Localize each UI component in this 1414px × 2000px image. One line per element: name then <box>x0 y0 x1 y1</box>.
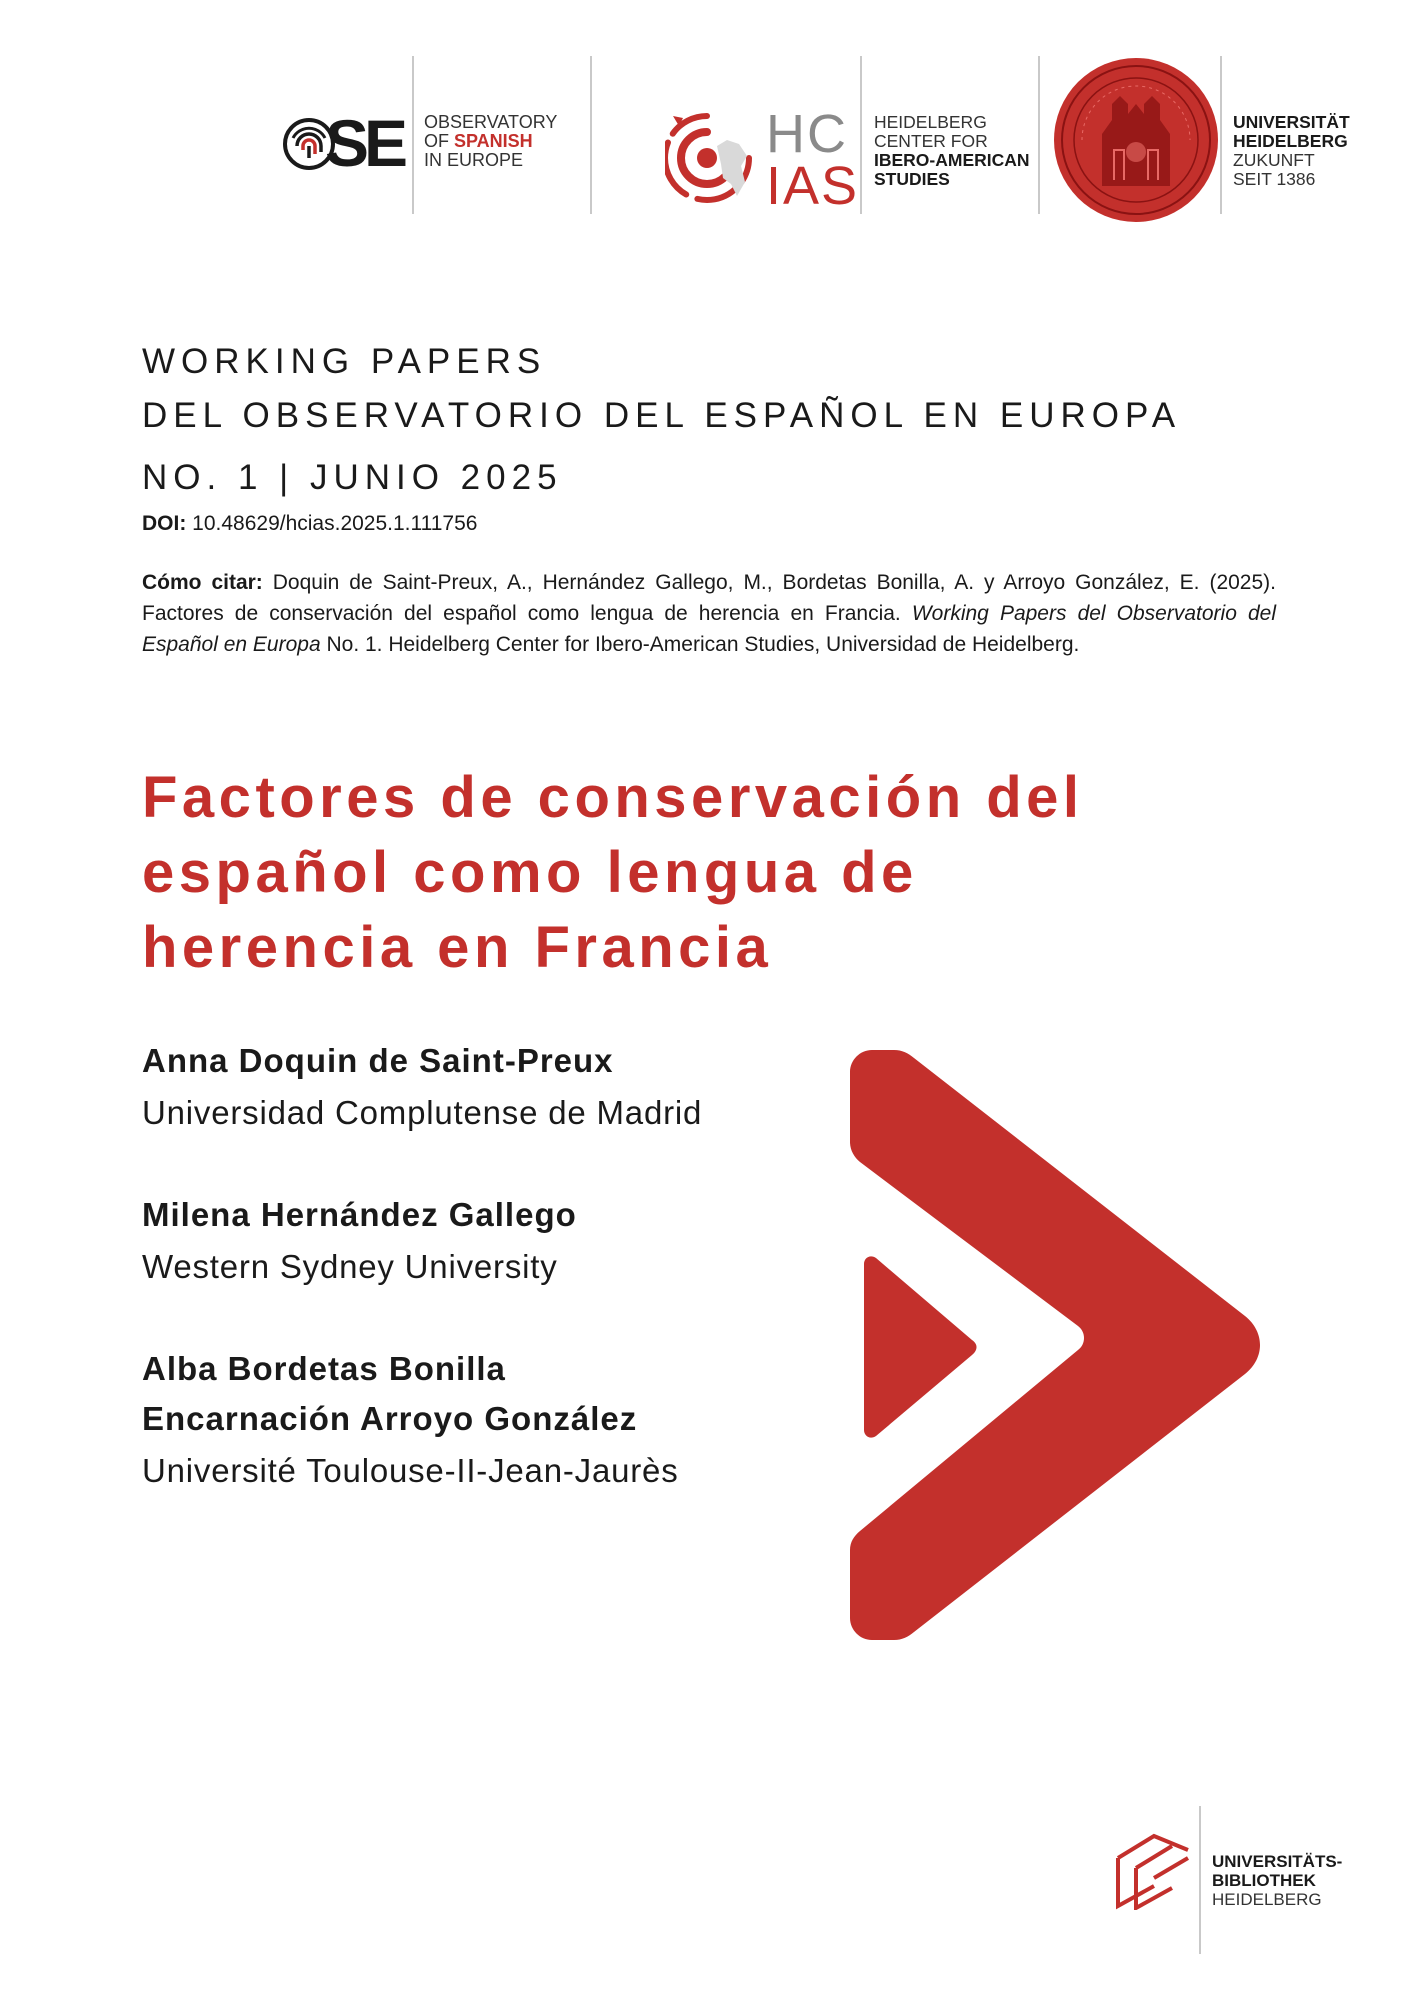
doi <box>142 512 477 536</box>
header-divider <box>1220 56 1222 214</box>
header-divider <box>590 56 592 214</box>
uni-line: ZUKUNFT <box>1233 150 1315 170</box>
author-affiliation: Western Sydney University <box>142 1248 558 1285</box>
hcias-line: IBERO-AMERICAN <box>874 150 1030 170</box>
series-issue: NO. 1 | JUNIO 2025 <box>142 458 563 497</box>
title-line: herencia en Francia <box>142 915 773 980</box>
ose-line: IN EUROPE <box>424 150 524 170</box>
header-divider <box>412 56 414 214</box>
university-seal-icon <box>1052 56 1220 224</box>
citation <box>142 567 1276 660</box>
doi-label: DOI: <box>142 512 187 535</box>
heidelberg-logo-text <box>1233 113 1350 189</box>
author-name: Encarnación Arroyo González <box>142 1400 638 1437</box>
citation-text: Doquin de Saint-Preux, A., Hernández Gallego, M., Bordetas Bonilla, A. y Arroyo González, E. (2025). Factores de conservación del español como lengua de herencia en Francia. <box>142 571 1276 625</box>
citation-text: No. 1. Heidelberg Center for Ibero-American Studies, Universidad de Heidelberg. <box>320 633 1080 656</box>
uni-line: UNIVERSITÄT <box>1233 112 1350 132</box>
ub-line: BIBLIOTHEK <box>1212 1871 1316 1890</box>
hcias-line: CENTER FOR <box>874 131 988 151</box>
ose-logo <box>283 106 404 180</box>
ose-line <box>424 132 557 151</box>
ub-library-icon <box>1116 1828 1190 1910</box>
hcias-line: HEIDELBERG <box>874 112 987 132</box>
hcias-letters-top: HC <box>766 104 848 164</box>
uni-line: HEIDELBERG <box>1233 131 1348 151</box>
series-title-line1: WORKING PAPERS <box>142 342 547 381</box>
hcias-globe-icon <box>665 102 765 212</box>
hcias-letters <box>766 104 860 216</box>
paper-title <box>142 760 1262 985</box>
title-line: Factores de conservación del <box>142 765 1084 830</box>
author-affiliation: Université Toulouse-II-Jean-Jaurès <box>142 1452 679 1489</box>
hcias-letters-bottom: IAS <box>766 156 860 216</box>
arrow-chevron-icon <box>850 1050 1270 1640</box>
doi-value[interactable]: 10.48629/hcias.2025.1.111756 <box>186 512 478 535</box>
ose-line-prefix: OF <box>424 131 454 151</box>
hcias-logo-text <box>874 113 1030 189</box>
ub-logo-text <box>1212 1852 1342 1909</box>
ose-line: OBSERVATORY <box>424 112 558 132</box>
citation-series-name: Working Papers del Observatorio del Español en Europa <box>142 602 1276 656</box>
ose-logo-text <box>424 113 557 170</box>
citation-label: Cómo citar: <box>142 571 263 594</box>
author-name: Alba Bordetas Bonilla <box>142 1350 506 1387</box>
author-affiliation: Universidad Complutense de Madrid <box>142 1094 703 1131</box>
series-title-line2: DEL OBSERVATORIO DEL ESPAÑOL EN EUROPA <box>142 396 1182 435</box>
author-name: Milena Hernández Gallego <box>142 1196 577 1233</box>
footer-divider <box>1199 1806 1201 1954</box>
ose-line-highlight: SPANISH <box>454 131 533 151</box>
author-name: Anna Doquin de Saint-Preux <box>142 1042 614 1079</box>
uni-line: SEIT 1386 <box>1233 169 1316 189</box>
ub-line: UNIVERSITÄTS- <box>1212 1852 1343 1871</box>
ose-wordmark: SE <box>325 106 404 180</box>
ub-line: HEIDELBERG <box>1212 1890 1322 1909</box>
title-line: español como lengua de <box>142 840 918 905</box>
header-divider <box>1038 56 1040 214</box>
header-divider <box>860 56 862 214</box>
hcias-line: STUDIES <box>874 169 950 189</box>
